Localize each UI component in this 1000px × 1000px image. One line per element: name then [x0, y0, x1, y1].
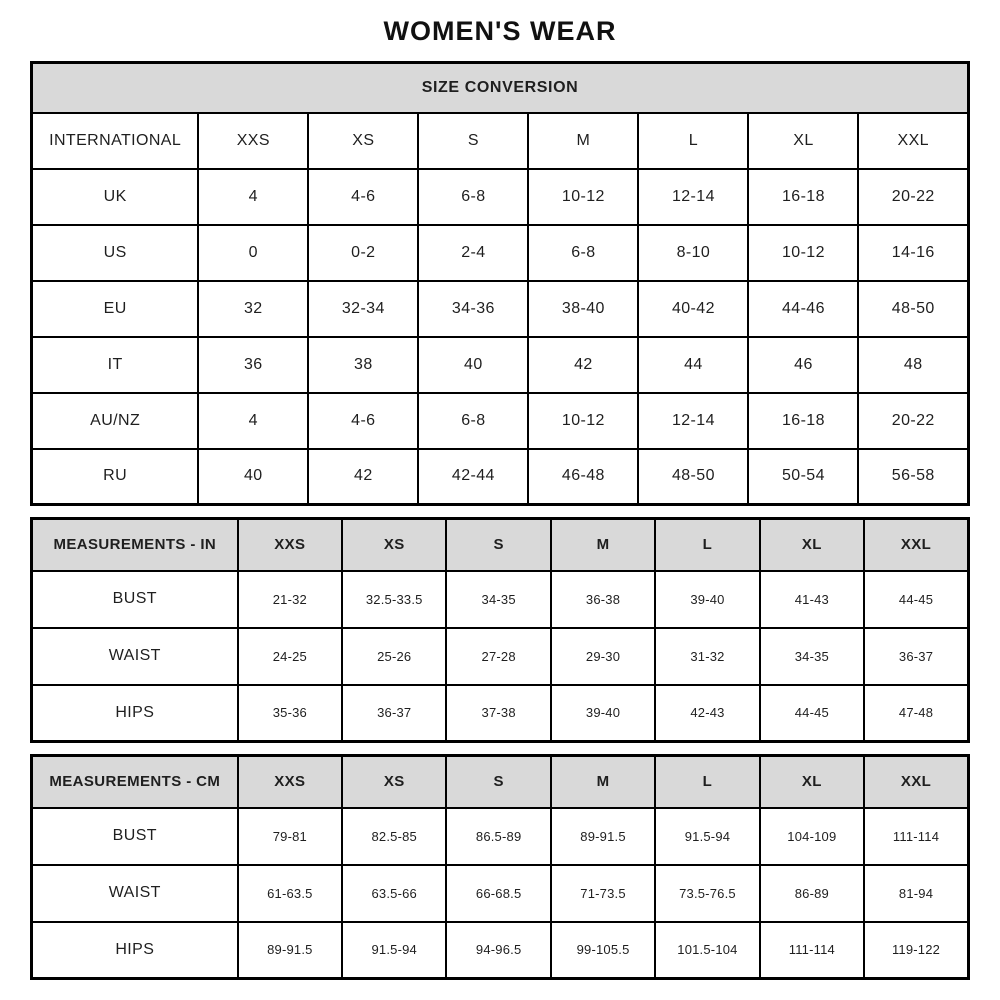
table-cell: 101.5-104	[655, 922, 759, 979]
table-cell: 111-114	[864, 808, 968, 865]
column-header: XL	[748, 113, 858, 169]
row-label: WAIST	[32, 865, 238, 922]
table-cell: 111-114	[760, 922, 864, 979]
table-cell: 86-89	[760, 865, 864, 922]
column-header: XL	[760, 756, 864, 808]
table-cell: 10-12	[528, 169, 638, 225]
table-cell: 42-43	[655, 685, 759, 742]
table-cell: 86.5-89	[446, 808, 550, 865]
row-label: BUST	[32, 808, 238, 865]
table-cell: 91.5-94	[342, 922, 446, 979]
table-cell: 36	[198, 337, 308, 393]
table-cell: 42	[308, 449, 418, 505]
table-banner-row	[32, 63, 969, 113]
table-cell: 94-96.5	[446, 922, 550, 979]
table-cell: 41-43	[760, 571, 864, 628]
table-cell: 36-37	[342, 685, 446, 742]
table-row	[32, 685, 969, 742]
table-cell: 63.5-66	[342, 865, 446, 922]
table-cell: 38	[308, 337, 418, 393]
table-row	[32, 393, 969, 449]
table-cell: 34-35	[760, 628, 864, 685]
row-label: RU	[32, 449, 199, 505]
table-row	[32, 922, 969, 979]
measurements-in-table	[30, 517, 970, 743]
table-cell: 4-6	[308, 169, 418, 225]
table-cell: 39-40	[551, 685, 655, 742]
column-header: XXS	[238, 519, 342, 571]
table-cell: 39-40	[655, 571, 759, 628]
table-cell: 89-91.5	[551, 808, 655, 865]
column-header: XXL	[864, 519, 968, 571]
table-cell: 48-50	[858, 281, 968, 337]
column-header: L	[655, 756, 759, 808]
table-header-row	[32, 756, 969, 808]
row-label: UK	[32, 169, 199, 225]
column-header: XL	[760, 519, 864, 571]
table-banner: SIZE CONVERSION	[32, 63, 969, 113]
table-cell: 21-32	[238, 571, 342, 628]
table-cell: 12-14	[638, 169, 748, 225]
row-label: WAIST	[32, 628, 238, 685]
table-cell: 29-30	[551, 628, 655, 685]
table-cell: 99-105.5	[551, 922, 655, 979]
table-cell: 8-10	[638, 225, 748, 281]
table-cell: 42	[528, 337, 638, 393]
table-cell: 0	[198, 225, 308, 281]
table-cell: 47-48	[864, 685, 968, 742]
table-cell: 35-36	[238, 685, 342, 742]
row-label: IT	[32, 337, 199, 393]
column-header: M	[551, 519, 655, 571]
column-header: MEASUREMENTS - IN	[32, 519, 238, 571]
table-cell: 104-109	[760, 808, 864, 865]
row-label: HIPS	[32, 922, 238, 979]
table-header-row	[32, 519, 969, 571]
column-header: XXL	[858, 113, 968, 169]
column-header: S	[446, 756, 550, 808]
row-label: US	[32, 225, 199, 281]
column-header: XS	[342, 756, 446, 808]
size-conversion-table	[30, 61, 970, 506]
column-header: XS	[342, 519, 446, 571]
table-cell: 27-28	[446, 628, 550, 685]
column-header: MEASUREMENTS - CM	[32, 756, 238, 808]
table-cell: 44-45	[864, 571, 968, 628]
row-label: EU	[32, 281, 199, 337]
table-cell: 56-58	[858, 449, 968, 505]
table-cell: 48-50	[638, 449, 748, 505]
row-label: BUST	[32, 571, 238, 628]
column-header: INTERNATIONAL	[32, 113, 199, 169]
table-cell: 46-48	[528, 449, 638, 505]
table-cell: 71-73.5	[551, 865, 655, 922]
table-row	[32, 865, 969, 922]
table-cell: 16-18	[748, 169, 858, 225]
table-cell: 25-26	[342, 628, 446, 685]
table-cell: 79-81	[238, 808, 342, 865]
row-label: HIPS	[32, 685, 238, 742]
table-cell: 36-38	[551, 571, 655, 628]
table-cell: 42-44	[418, 449, 528, 505]
table-cell: 44	[638, 337, 748, 393]
column-header: XXL	[864, 756, 968, 808]
table-cell: 32	[198, 281, 308, 337]
table-cell: 48	[858, 337, 968, 393]
column-header: L	[638, 113, 748, 169]
table-cell: 4	[198, 393, 308, 449]
table-cell: 6-8	[418, 169, 528, 225]
column-header: XXS	[238, 756, 342, 808]
table-cell: 50-54	[748, 449, 858, 505]
table-cell: 34-36	[418, 281, 528, 337]
table-cell: 36-37	[864, 628, 968, 685]
table-cell: 40	[418, 337, 528, 393]
table-cell: 66-68.5	[446, 865, 550, 922]
row-label: AU/NZ	[32, 393, 199, 449]
table-cell: 14-16	[858, 225, 968, 281]
table-cell: 2-4	[418, 225, 528, 281]
table-cell: 31-32	[655, 628, 759, 685]
table-row	[32, 628, 969, 685]
table-cell: 38-40	[528, 281, 638, 337]
column-header: S	[418, 113, 528, 169]
table-row	[32, 337, 969, 393]
table-cell: 20-22	[858, 393, 968, 449]
table-row	[32, 808, 969, 865]
table-row	[32, 449, 969, 505]
page-title: WOMEN'S WEAR	[383, 16, 617, 46]
column-header: M	[528, 113, 638, 169]
table-cell: 40-42	[638, 281, 748, 337]
column-header: XS	[308, 113, 418, 169]
table-cell: 61-63.5	[238, 865, 342, 922]
column-header: S	[446, 519, 550, 571]
table-cell: 10-12	[528, 393, 638, 449]
table-cell: 119-122	[864, 922, 968, 979]
measurements-cm-table	[30, 754, 970, 980]
table-cell: 46	[748, 337, 858, 393]
table-cell: 81-94	[864, 865, 968, 922]
table-cell: 37-38	[446, 685, 550, 742]
table-header-row	[32, 113, 969, 169]
table-cell: 0-2	[308, 225, 418, 281]
table-row	[32, 169, 969, 225]
table-cell: 44-46	[748, 281, 858, 337]
table-row	[32, 571, 969, 628]
table-row	[32, 281, 969, 337]
table-cell: 12-14	[638, 393, 748, 449]
table-cell: 20-22	[858, 169, 968, 225]
table-cell: 40	[198, 449, 308, 505]
table-cell: 16-18	[748, 393, 858, 449]
table-cell: 82.5-85	[342, 808, 446, 865]
column-header: XXS	[198, 113, 308, 169]
column-header: L	[655, 519, 759, 571]
table-cell: 91.5-94	[655, 808, 759, 865]
table-cell: 6-8	[528, 225, 638, 281]
table-cell: 6-8	[418, 393, 528, 449]
table-cell: 44-45	[760, 685, 864, 742]
table-cell: 73.5-76.5	[655, 865, 759, 922]
column-header: M	[551, 756, 655, 808]
table-cell: 34-35	[446, 571, 550, 628]
table-cell: 4	[198, 169, 308, 225]
table-cell: 24-25	[238, 628, 342, 685]
table-cell: 4-6	[308, 393, 418, 449]
table-cell: 89-91.5	[238, 922, 342, 979]
table-cell: 32.5-33.5	[342, 571, 446, 628]
table-row	[32, 225, 969, 281]
table-cell: 10-12	[748, 225, 858, 281]
table-cell: 32-34	[308, 281, 418, 337]
